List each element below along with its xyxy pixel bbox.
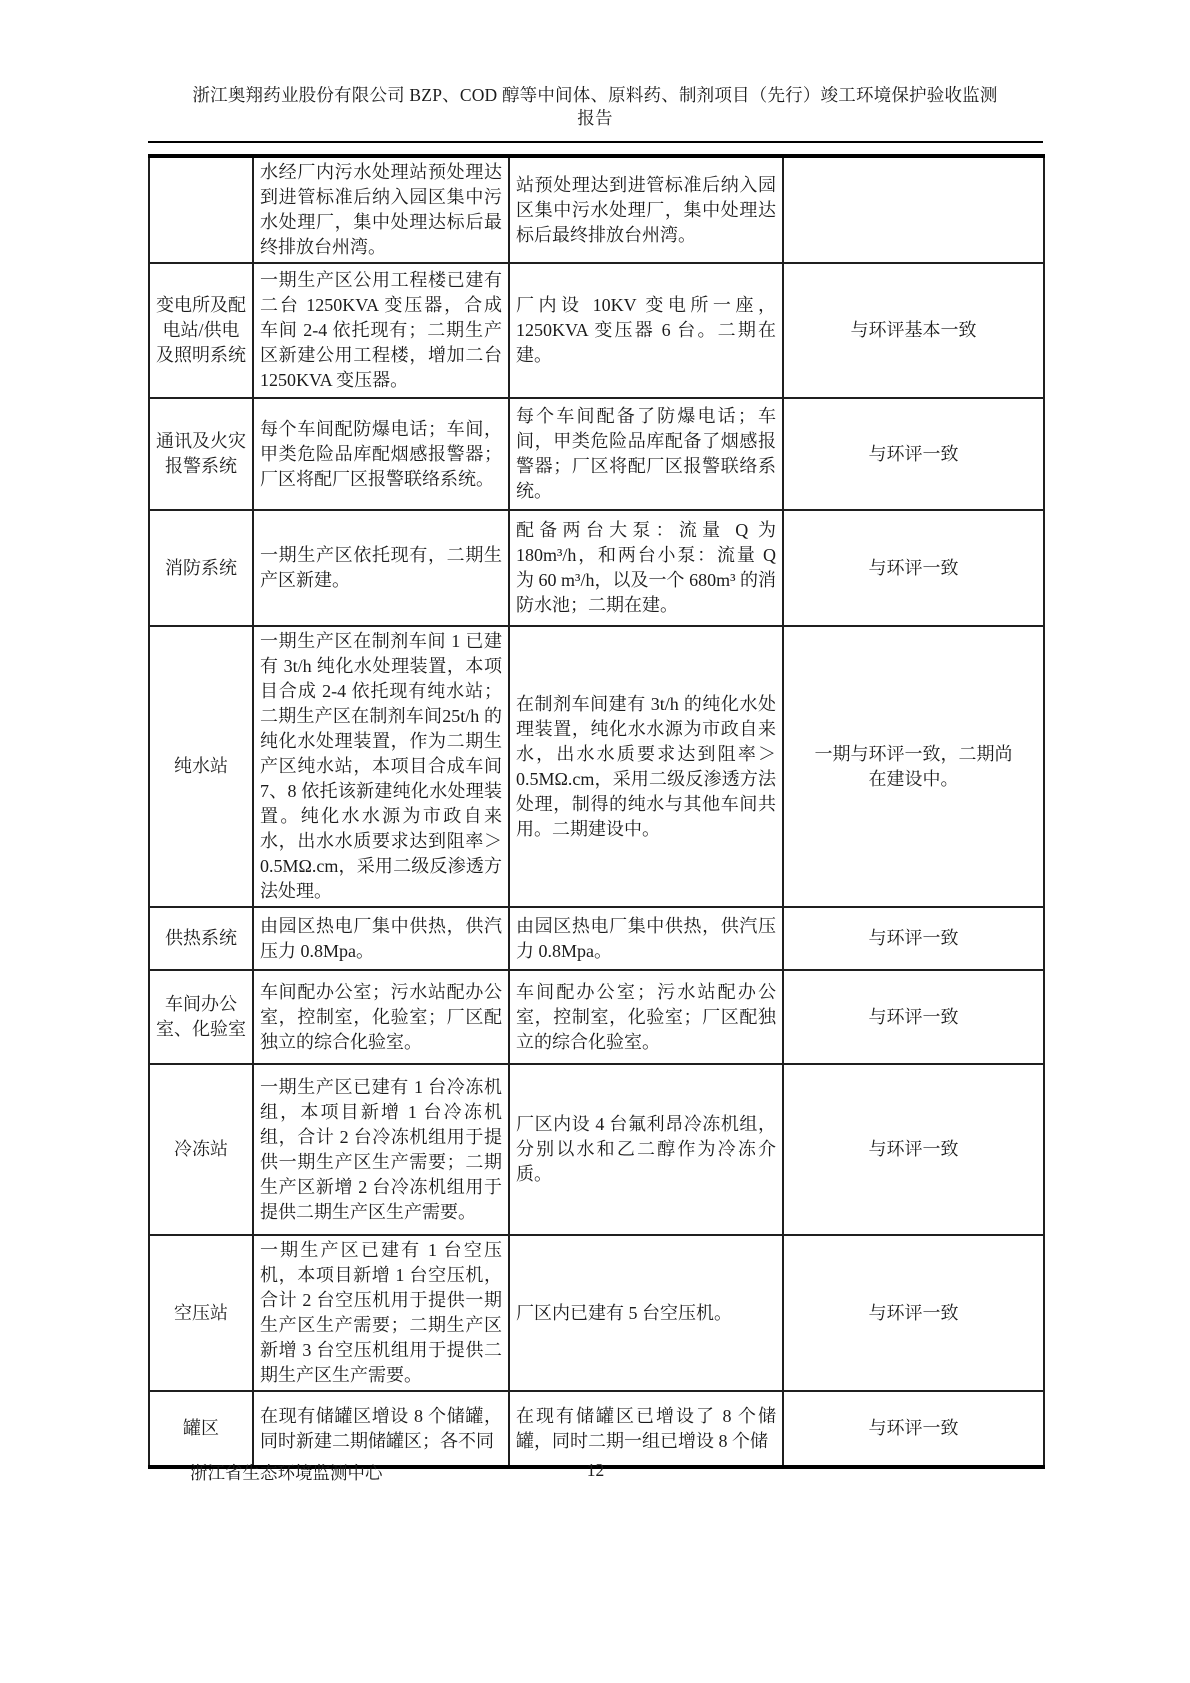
actual-construction-cell: 站预处理达到进管标准后纳入园区集中污水处理厂，集中处理达标后最终排放台州湾。	[509, 156, 783, 263]
category-cell: 纯水站	[149, 626, 253, 907]
conclusion-cell: 与环评一致	[783, 1064, 1044, 1235]
design-spec-cell: 由园区热电厂集中供热，供汽压力 0.8Mpa。	[253, 907, 509, 970]
actual-construction-cell: 厂区内设 4 台氟利昂冷冻机组，分别以水和乙二醇作为冷冻介质。	[509, 1064, 783, 1235]
conclusion-cell: 与环评一致	[783, 510, 1044, 626]
actual-construction-cell: 在现有储罐区已增设了 8 个储罐，同时二期一组已增设 8 个储	[509, 1391, 783, 1467]
category-cell: 空压站	[149, 1235, 253, 1391]
design-spec-cell: 一期生产区已建有 1 台冷冻机组，本项目新增 1 台冷冻机组，合计 2 台冷冻机组用于提供一期生产区生产需要；二期生产区新增 2 台冷冻机组用于提供二期生产区生产需要。	[253, 1064, 509, 1235]
footer-org: 浙江省生态环境监测中心	[190, 1463, 383, 1483]
category-cell: 供热系统	[149, 907, 253, 970]
design-spec-cell: 一期生产区在制剂车间 1 已建有 3t/h 纯化水处理装置，本项目合成 2-4 依托现有纯水站；二期生产区在制剂车间25t/h 的纯化水处理装置，作为二期生产区纯水站，本项目合成车间 7、8 依托该新建纯化水处理装置。纯化水水源为市政自来水，出水水质要求达到阻率＞0.5MΩ.cm，采用二级反渗透方法处理。	[253, 626, 509, 907]
actual-construction-cell: 在制剂车间建有 3t/h 的纯化水处理装置，纯化水水源为市政自来水，出水水质要求达到阻率＞0.5MΩ.cm，采用二级反渗透方法处理，制得的纯水与其他车间共用。二期建设中。	[509, 626, 783, 907]
actual-construction-cell: 车间配办公室；污水站配办公室，控制室，化验室；厂区配独立的综合化验室。	[509, 970, 783, 1064]
actual-construction-cell: 厂内设 10KV 变电所一座，1250KVA 变压器 6 台。二期在建。	[509, 263, 783, 398]
header-rule	[148, 141, 1043, 143]
category-cell	[149, 156, 253, 263]
table-row	[149, 907, 1044, 970]
design-spec-cell: 一期生产区依托现有，二期生产区新建。	[253, 510, 509, 626]
table-row	[149, 1064, 1044, 1235]
conclusion-cell: 与环评一致	[783, 1391, 1044, 1467]
conclusion-cell: 与环评一致	[783, 1235, 1044, 1391]
table-row	[149, 398, 1044, 510]
category-cell: 罐区	[149, 1391, 253, 1467]
page-number: 12	[586, 1460, 605, 1480]
category-cell: 车间办公室、化验室	[149, 970, 253, 1064]
conclusion-cell: 与环评基本一致	[783, 263, 1044, 398]
table-row	[149, 510, 1044, 626]
conclusion-cell: 与环评一致	[783, 970, 1044, 1064]
actual-construction-cell: 由园区热电厂集中供热，供汽压力 0.8Mpa。	[509, 907, 783, 970]
actual-construction-cell: 配备两台大泵：流量 Q 为 180m³/h，和两台小泵：流量 Q 为 60 m³/h，以及一个 680m³ 的消防水池；二期在建。	[509, 510, 783, 626]
table-row	[149, 1235, 1044, 1391]
actual-construction-cell: 每个车间配备了防爆电话；车间，甲类危险品库配备了烟感报警器；厂区将配厂区报警联络系统。	[509, 398, 783, 510]
design-spec-cell: 一期生产区公用工程楼已建有二台 1250KVA 变压器，合成车间 2-4 依托现有；二期生产区新建公用工程楼，增加二台 1250KVA 变压器。	[253, 263, 509, 398]
table-row	[149, 1391, 1044, 1467]
utilities-comparison-table	[148, 154, 1045, 1469]
design-spec-cell: 每个车间配防爆电话；车间，甲类危险品库配烟感报警器；厂区将配厂区报警联络系统。	[253, 398, 509, 510]
design-spec-cell: 在现有储罐区增设 8 个储罐，同时新建二期储罐区；各不同	[253, 1391, 509, 1467]
actual-construction-cell: 厂区内已建有 5 台空压机。	[509, 1235, 783, 1391]
table-row	[149, 156, 1044, 263]
conclusion-cell: 一期与环评一致，二期尚在建设中。	[783, 626, 1044, 907]
design-spec-cell: 水经厂内污水处理站预处理达到进管标准后纳入园区集中污水处理厂，集中处理达标后最终排放台州湾。	[253, 156, 509, 263]
category-cell: 变电所及配电站/供电及照明系统	[149, 263, 253, 398]
conclusion-cell: 与环评一致	[783, 398, 1044, 510]
design-spec-cell: 车间配办公室；污水站配办公室，控制室，化验室；厂区配独立的综合化验室。	[253, 970, 509, 1064]
conclusion-cell	[783, 156, 1044, 263]
design-spec-cell: 一期生产区已建有 1 台空压机，本项目新增 1 台空压机，合计 2 台空压机用于提供一期生产区生产需要；二期生产区新增 3 台空压机组用于提供二期生产区生产需要。	[253, 1235, 509, 1391]
table-row	[149, 970, 1044, 1064]
report-title: 浙江奥翔药业股份有限公司 BZP、COD 醇等中间体、原料药、制剂项目（先行）竣工环境保护验收监测报告	[192, 85, 998, 128]
category-cell: 冷冻站	[149, 1064, 253, 1235]
category-cell: 通讯及火灾报警系统	[149, 398, 253, 510]
table-row	[149, 626, 1044, 907]
category-cell: 消防系统	[149, 510, 253, 626]
page-footer	[148, 1460, 1043, 1485]
table-row	[149, 263, 1044, 398]
conclusion-cell: 与环评一致	[783, 907, 1044, 970]
